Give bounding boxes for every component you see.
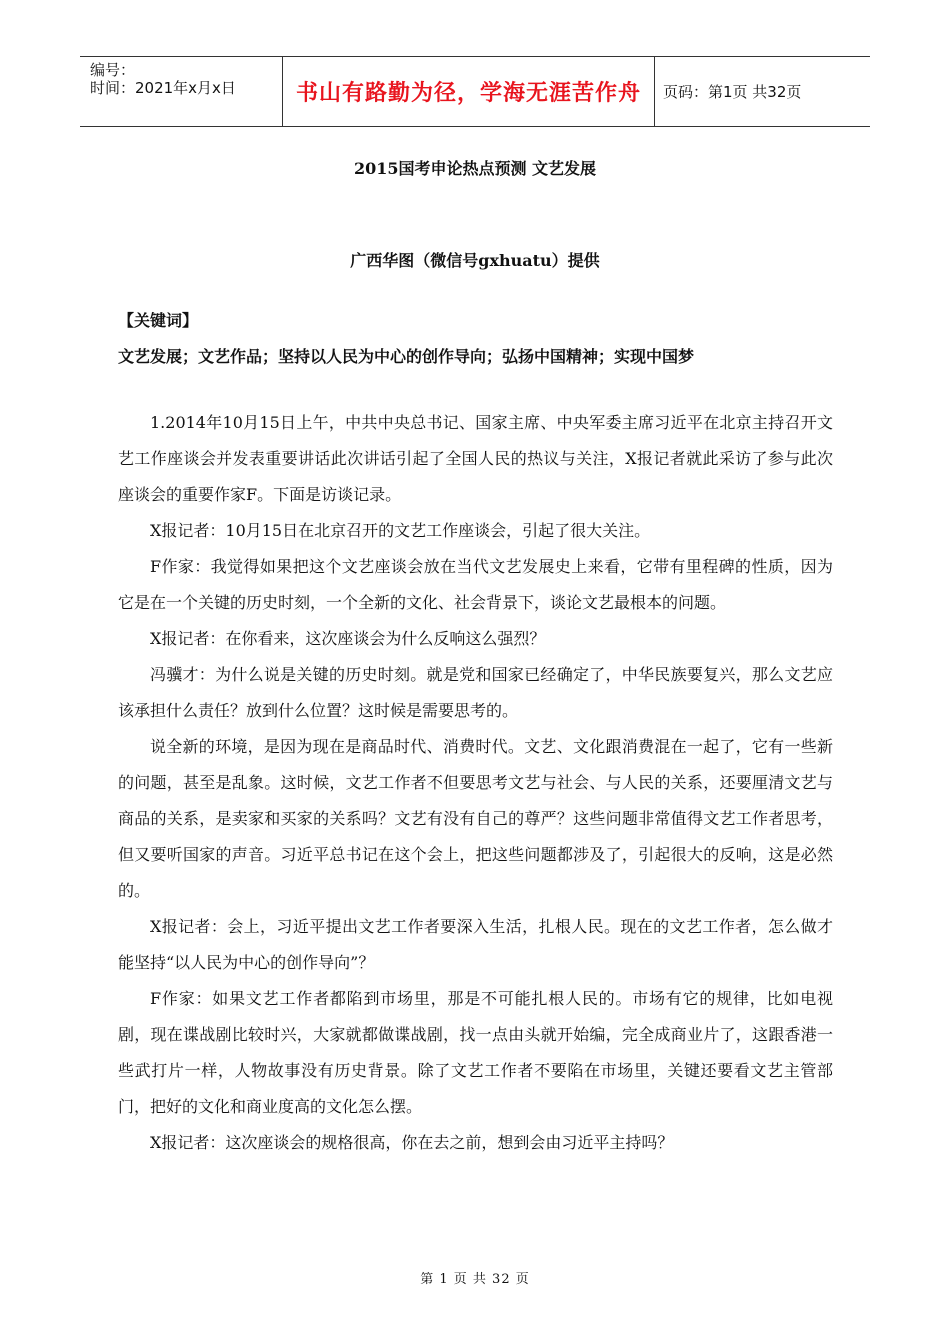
keywords-heading: 【关键词】 bbox=[118, 311, 199, 330]
header-page-code: 页码：第1页 共32页 bbox=[663, 83, 802, 101]
keywords-text: 文艺发展；文艺作品；坚持以人民为中心的创作导向；弘扬中国精神；实现中国梦 bbox=[118, 347, 695, 366]
paragraph: 说全新的环境，是因为现在是商品时代、消费时代。文艺、文化跟消费混在一起了，它有一些新的问题，甚至是乱象。这时候，文艺工作者不但要思考文艺与社会、与人民的关系，还要厘清文艺与商品的关系，是卖家和买家的关系吗？文艺有没有自己的尊严？这些问题非常值得文艺工作者思考，但又要听国家的声音。习近平总书记在这个会上，把这些问题都涉及了，引起很大的反响，这是必然的。 bbox=[118, 737, 833, 900]
document-number-label: 编号： bbox=[90, 61, 136, 79]
paragraph: F作家：如果文艺工作者都陷到市场里，那是不可能扎根人民的。市场有它的规律，比如电视剧，现在谍战剧比较时兴，大家就都做谍战剧，找一点由头就开始编，完全成商业片了，这跟香港一些武打片一样，人物故事没有历史背景。除了文艺工作者不要陷在市场里，关键还要看文艺主管部门，把好的文化和商业度高的文化怎么摆。 bbox=[118, 989, 833, 1116]
paragraph: 冯骥才：为什么说是关键的历史时刻。就是党和国家已经确定了，中华民族要复兴，那么文艺应该承担什么责任？放到什么位置？这时候是需要思考的。 bbox=[118, 665, 833, 720]
paragraph: X报记者：在你看来，这次座谈会为什么反响这么强烈？ bbox=[150, 629, 546, 648]
paragraph: X报记者：这次座谈会的规格很高，你在去之前，想到会由习近平主持吗？ bbox=[150, 1133, 674, 1152]
document-subtitle: 广西华图（微信号gxhuatu）提供 bbox=[350, 251, 600, 270]
document-date: 时间：2021年x月x日 bbox=[90, 79, 236, 97]
page-footer: 第 1 页 共 32 页 bbox=[420, 1272, 530, 1287]
paragraph: F作家：我觉得如果把这个文艺座谈会放在当代文艺发展史上来看，它带有里程碑的性质，因为它是在一个关键的历史时刻，一个全新的文化、社会背景下，谈论文艺最根本的问题。 bbox=[118, 557, 833, 612]
paragraph: X报记者：会上，习近平提出文艺工作者要深入生活，扎根人民。现在的文艺工作者，怎么做才能坚持“以人民为中心的创作导向”？ bbox=[118, 917, 833, 972]
body-text bbox=[118, 405, 833, 1161]
header-meta-cell bbox=[80, 57, 282, 126]
document-title: 2015国考申论热点预测 文艺发展 bbox=[353, 159, 597, 178]
paragraph: X报记者：10月15日在北京召开的文艺工作座谈会，引起了很大关注。 bbox=[150, 521, 651, 540]
paragraph: 1.2014年10月15日上午，中共中央总书记、国家主席、中央军委主席习近平在北京主持召开文艺工作座谈会并发表重要讲话此次讲话引起了全国人民的热议与关注，X报记者就此采访了参与此次座谈会的重要作家F。下面是访谈记录。 bbox=[118, 413, 833, 504]
header-motto: 书山有路勤为径，学海无涯苦作舟 bbox=[282, 57, 655, 126]
header-table bbox=[80, 56, 870, 127]
